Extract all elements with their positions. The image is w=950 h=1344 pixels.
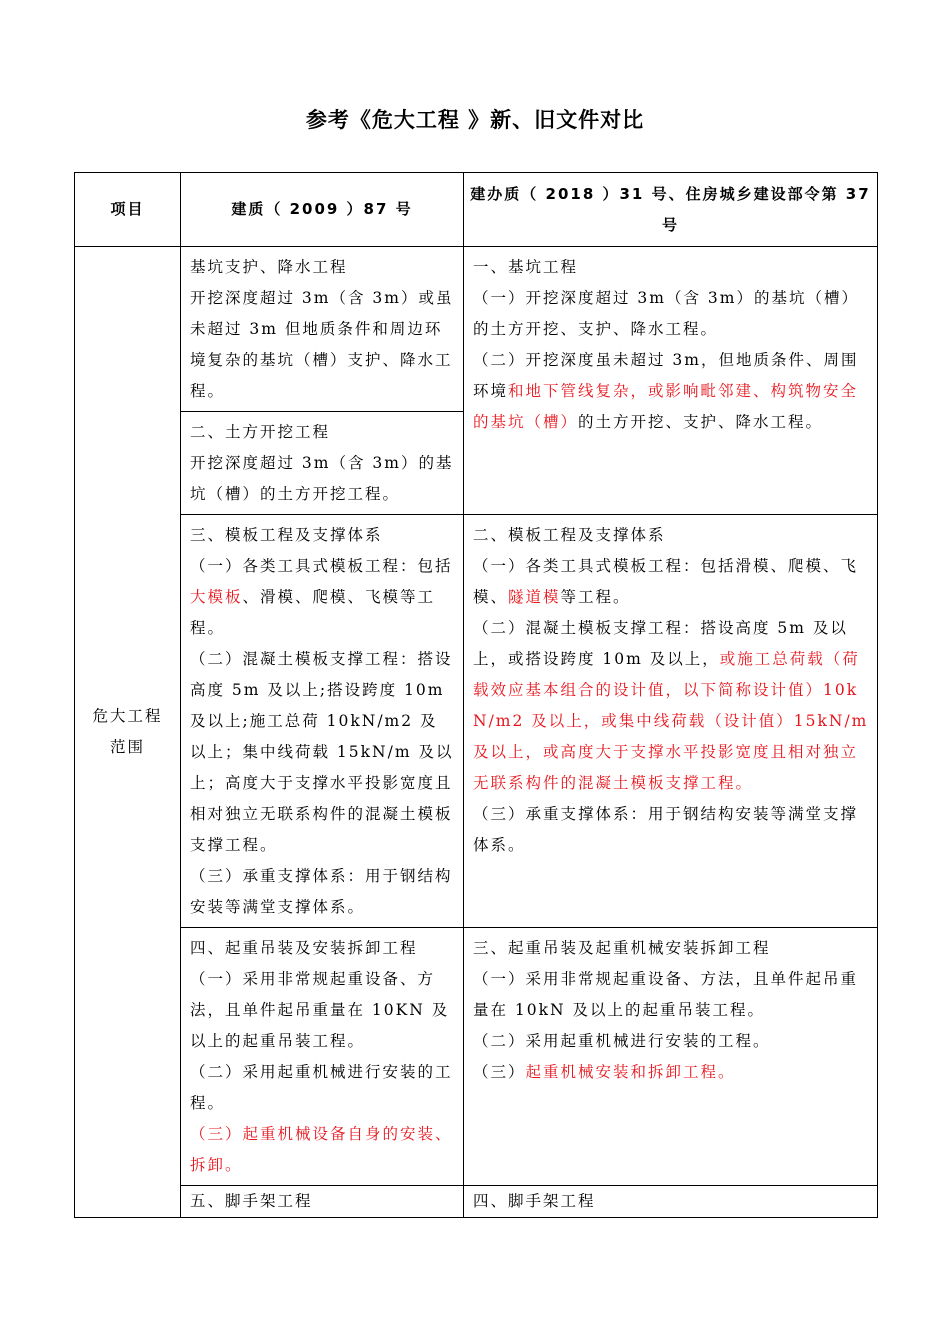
header-old-doc: 建质（ 2009 ）87 号 (181, 173, 464, 247)
new-s4-title: 四、脚手架工程 (473, 1192, 596, 1210)
new-s1-title: 一、基坑工程 (473, 258, 579, 276)
old-s4-title: 四、起重吊装及安装拆卸工程 (190, 939, 418, 957)
old-s3-p1: （一）各类工具式模板工程：包括大模板、滑模、爬模、飞模等工程。 (190, 557, 453, 637)
old-formwork-cell (181, 515, 464, 928)
old-s3-p3: （三）承重支撑体系：用于钢结构安装等满堂支撑体系。 (190, 867, 453, 916)
new-s3-p2: （二）采用起重机械进行安装的工程。 (473, 1032, 771, 1050)
table-row (75, 247, 878, 412)
new-s3-p1: （一）采用非常规起重设备、方法，且单件起吊重量在 10kN 及以上的起重吊装工程。 (473, 970, 859, 1019)
table-row (75, 1186, 878, 1218)
old-s1-title: 基坑支护、降水工程 (190, 258, 348, 276)
new-scaffold-cell (464, 1186, 878, 1218)
old-s5-title: 五、脚手架工程 (190, 1192, 313, 1210)
table-header-row (75, 173, 878, 247)
old-foundation-cell (181, 247, 464, 412)
new-s1-p1: （一）开挖深度超过 3m（含 3m）的基坑（槽）的土方开挖、支护、降水工程。 (473, 289, 859, 338)
old-s2-body: 开挖深度超过 3m（含 3m）的基坑（槽）的土方开挖工程。 (190, 454, 454, 503)
new-s2-p2: （二）混凝土模板支撑工程：搭设高度 5m 及以上，或搭设跨度 10m 及以上，或施工总荷载（荷载效应基本组合的设计值，以下简称设计值）10kN/m2 及以上，或集中线荷载（设计值）15kN/m 及以上，或高度大于支撑水平投影宽度且相对独立无联系构件的混凝土模板支撑工程。 (473, 619, 869, 792)
header-item: 项目 (75, 173, 181, 247)
comparison-table (74, 172, 878, 1218)
new-foundation-cell (464, 247, 878, 515)
old-s1-body: 开挖深度超过 3m（含 3m）或虽未超过 3m 但地质条件和周边环境复杂的基坑（槽）支护、降水工程。 (190, 289, 454, 400)
new-s2-p1-highlight: 隧道模 (508, 588, 561, 606)
old-s4-p3-highlight: （三）起重机械设备自身的安装、拆卸。 (190, 1125, 453, 1174)
old-earthwork-cell (181, 412, 464, 515)
new-s2-p2-highlight: 或施工总荷载（荷载效应基本组合的设计值，以下简称设计值）10kN/m2 及以上，或集中线荷载（设计值）15kN/m 及以上，或高度大于支撑水平投影宽度且相对独立无联系构件的混凝土模板支撑工程。 (473, 650, 869, 792)
old-s2-title: 二、土方开挖工程 (190, 423, 331, 441)
table-row (75, 928, 878, 1186)
old-lifting-cell (181, 928, 464, 1186)
new-s3-title: 三、起重吊装及起重机械安装拆卸工程 (473, 939, 771, 957)
new-s1-p2-highlight: 和地下管线复杂，或影响毗邻建、构筑物安全的基坑（槽） (473, 382, 859, 431)
new-s1-p2: （二）开挖深度虽未超过 3m，但地质条件、周围环境和地下管线复杂，或影响毗邻建、构筑物安全的基坑（槽）的土方开挖、支护、降水工程。 (473, 351, 859, 431)
old-s4-p2: （二）采用起重机械进行安装的工程。 (190, 1063, 453, 1112)
row-label: 危大工程范围 (75, 247, 181, 1218)
page-title: 参考《危大工程 》新、旧文件对比 (305, 108, 645, 132)
new-s2-p1: （一）各类工具式模板工程：包括滑模、爬模、飞模、隧道模等工程。 (473, 557, 859, 606)
header-new-doc: 建办质（ 2018 ）31 号、住房城乡建设部令第 37 号 (464, 173, 878, 247)
old-s3-p1-highlight: 大模板 (190, 588, 243, 606)
old-s4-p1: （一）采用非常规起重设备、方法，且单件起吊重量在 10KN 及以上的起重吊装工程。 (190, 970, 450, 1050)
new-s3-p3: （三）起重机械安装和拆卸工程。 (473, 1063, 736, 1081)
new-lifting-cell (464, 928, 878, 1186)
table-row (75, 515, 878, 928)
new-s3-p3-highlight: 起重机械安装和拆卸工程。 (525, 1063, 736, 1081)
old-s3-p2: （二）混凝土模板支撑工程：搭设高度 5m 及以上;搭设跨度 10m 及以上;施工总荷 10kN/m2 及以上；集中线荷载 15kN/m 及以上；高度大于支撑水平投影宽度且相对独立无联系构件的混凝土模板支撑工程。 (190, 650, 454, 854)
new-s2-title: 二、模板工程及支撑体系 (473, 526, 666, 544)
new-formwork-cell (464, 515, 878, 928)
new-s2-p3: （三）承重支撑体系：用于钢结构安装等满堂支撑体系。 (473, 805, 859, 854)
old-scaffold-cell (181, 1186, 464, 1218)
old-s3-title: 三、模板工程及支撑体系 (190, 526, 383, 544)
